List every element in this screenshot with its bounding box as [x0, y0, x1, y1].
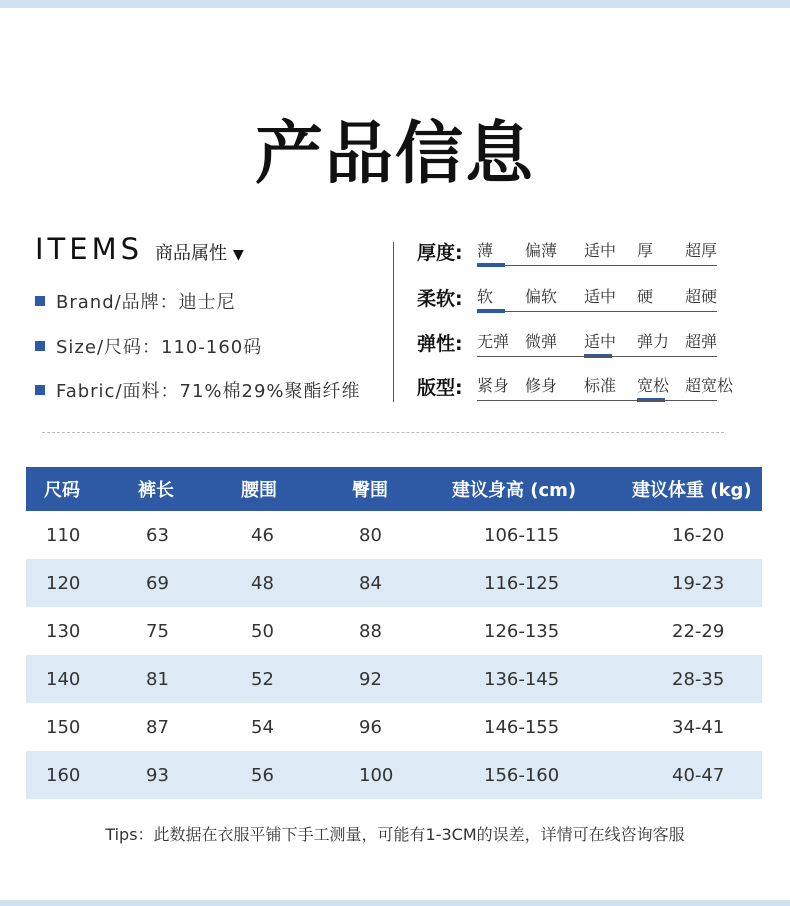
table-cell: 28-35: [672, 668, 725, 690]
table-cell: 140: [46, 668, 81, 690]
scale-option: 微弹: [525, 332, 558, 351]
table-cell: 54: [251, 716, 274, 738]
scale-label: 柔软:: [417, 288, 463, 310]
scale-label: 厚度:: [417, 242, 463, 264]
bullet-square-icon: [35, 341, 45, 351]
table-cell: 93: [146, 764, 169, 786]
scale-label: 弹性:: [417, 333, 463, 355]
scale-option: 无弹: [477, 332, 510, 351]
table-cell: 16-20: [672, 524, 725, 546]
table-header-cell: 臀围: [352, 480, 388, 501]
table-cell: 50: [251, 620, 274, 642]
scale-option: 标准: [584, 376, 617, 395]
items-header: [35, 232, 244, 266]
table-cell: 126-135: [484, 620, 560, 642]
scale-row: [417, 373, 734, 413]
scale-rule: [477, 311, 717, 312]
table-cell: 22-29: [672, 620, 725, 642]
scale-option: 适中: [584, 332, 617, 351]
scale-row: [417, 238, 727, 278]
attribute-size-text: Size/尺码：110-160码: [56, 337, 263, 358]
table-cell: 81: [146, 668, 169, 690]
table-cell: 116-125: [484, 572, 560, 594]
table-cell: 46: [251, 524, 274, 546]
scale-option: 超硬: [685, 287, 718, 306]
table-cell: 19-23: [672, 572, 725, 594]
table-cell: 146-155: [484, 716, 560, 738]
attribute-fabric-text: Fabric/面料：71%棉29%聚酯纤维: [56, 381, 361, 402]
scale-option: 弹力: [637, 332, 670, 351]
table-cell: 156-160: [484, 764, 560, 786]
attribute-brand-text: Brand/品牌：迪士尼: [56, 292, 236, 313]
table-cell: 136-145: [484, 668, 560, 690]
items-subheading: 商品属性: [155, 243, 228, 264]
scale-option: 紧身: [477, 376, 510, 395]
scale-option: 超弹: [685, 332, 718, 351]
table-row: [26, 511, 762, 559]
table-cell: 110: [46, 524, 81, 546]
table-cell: 56: [251, 764, 274, 786]
table-header-cell: 裤长: [138, 480, 174, 501]
scale-option: 适中: [584, 287, 617, 306]
top-border: [0, 0, 790, 8]
table-cell: 40-47: [672, 764, 725, 786]
scale-rule: [477, 400, 717, 401]
scale-rule: [477, 265, 717, 266]
attribute-fabric: [35, 377, 361, 403]
table-cell: 96: [359, 716, 382, 738]
table-cell: 160: [46, 764, 81, 786]
attribute-size: [35, 333, 262, 359]
table-cell: 87: [146, 716, 169, 738]
table-cell: 34-41: [672, 716, 725, 738]
attribute-brand: [35, 288, 236, 314]
table-cell: 80: [359, 524, 382, 546]
scale-option: 宽松: [637, 376, 670, 395]
table-row: [26, 655, 762, 703]
scale-label: 版型:: [417, 377, 463, 399]
items-heading: ITEMS: [35, 232, 144, 266]
table-body: [26, 511, 762, 799]
table-header-cell: 建议体重 (kg): [632, 480, 752, 501]
table-header-cell: 腰围: [241, 480, 277, 501]
table-cell: 63: [146, 524, 169, 546]
table-header-cell: 建议身高 (cm): [452, 480, 577, 501]
table-cell: 75: [146, 620, 169, 642]
tips-note: Tips：此数据在衣服平铺下手工测量，可能有1-3CM的误差，详情可在线咨询客服: [105, 825, 685, 844]
scale-option: 硬: [637, 287, 654, 306]
table-cell: 88: [359, 620, 382, 642]
scale-option: 修身: [525, 376, 558, 395]
scale-option: 超宽松: [685, 376, 734, 395]
scale-option: 适中: [584, 241, 617, 260]
scale-option: 偏薄: [525, 241, 558, 260]
divider-dashed: [42, 432, 724, 433]
table-cell: 130: [46, 620, 81, 642]
table-cell: 52: [251, 668, 274, 690]
table-cell: 106-115: [484, 524, 560, 546]
scale-row: [417, 329, 727, 369]
scale-option: 超厚: [685, 241, 718, 260]
table-cell: 120: [46, 572, 81, 594]
table-cell: 100: [359, 764, 394, 786]
scale-option: 厚: [637, 241, 654, 260]
size-table: [26, 467, 762, 799]
caret-down-icon: ▼: [233, 247, 244, 263]
scale-row: [417, 284, 727, 324]
table-cell: 84: [359, 572, 382, 594]
scale-rule: [477, 356, 717, 357]
page-title: 产品信息: [254, 115, 535, 194]
table-cell: 150: [46, 716, 81, 738]
scale-option: 偏软: [525, 287, 558, 306]
table-cell: 48: [251, 572, 274, 594]
bullet-square-icon: [35, 385, 45, 395]
bottom-border: [0, 900, 790, 906]
table-header: [26, 467, 762, 511]
table-cell: 92: [359, 668, 382, 690]
table-row: [26, 559, 762, 607]
table-row: [26, 751, 762, 799]
scale-option: 薄: [477, 241, 494, 260]
table-header-cell: 尺码: [44, 480, 80, 501]
scale-option: 软: [477, 287, 494, 306]
divider-vertical: [393, 242, 394, 402]
table-cell: 69: [146, 572, 169, 594]
table-row: [26, 607, 762, 655]
bullet-square-icon: [35, 296, 45, 306]
table-row: [26, 703, 762, 751]
